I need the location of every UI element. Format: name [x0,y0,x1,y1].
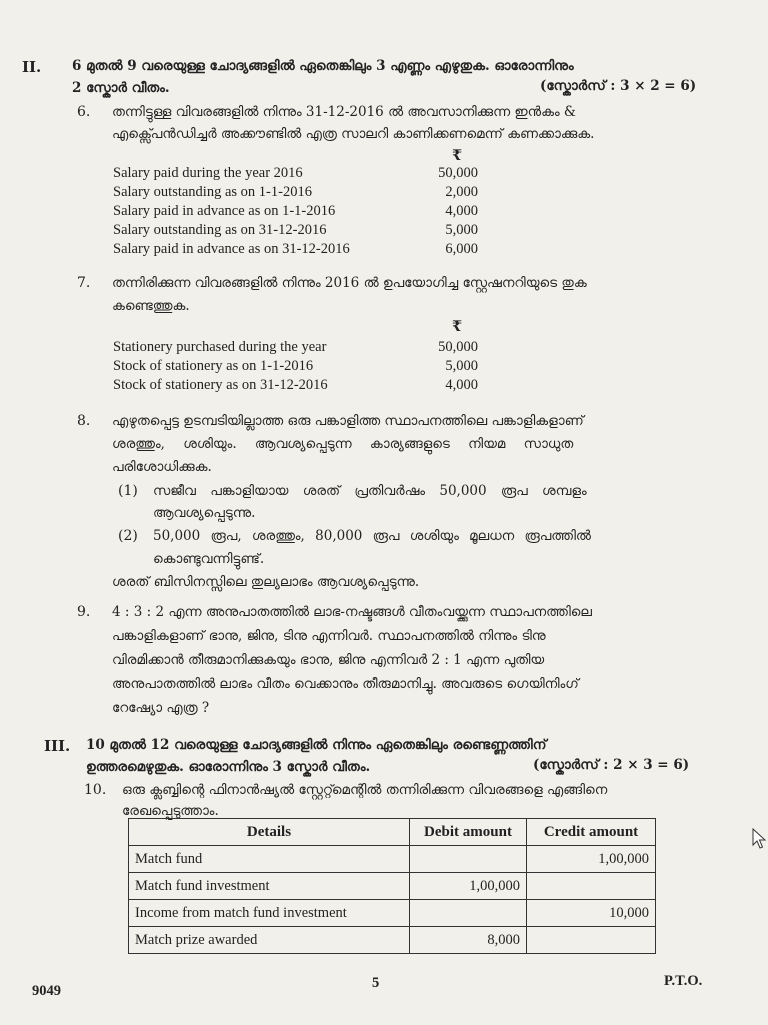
table-row [129,873,656,900]
q6-items [113,164,473,259]
table-row [129,846,656,873]
cell-details: Match prize awarded [129,927,410,954]
item-value: 5,000 [445,222,478,238]
club-financial-table [128,818,656,954]
column-header: Debit amount [410,819,527,846]
section-instruction: 6 മുതൽ 9 വരെയുള്ള ചോദ്യങ്ങളിൽ ഏതെങ്കിലും 3 എണ്ണം എഴുതുക. ഓരോന്നിനും [72,58,574,74]
paper-code: 9049 [32,983,61,999]
question-text: എഴുതപ്പെട്ട ഉടമ്പടിയില്ലാത്ത ഒരു പങ്കാളിത്ത സ്ഥാപനത്തിലെ പങ്കാളികളാണ് [112,413,584,429]
cell-debit: 1,00,000 [410,873,527,900]
cell-details: Income from match fund investment [129,900,410,927]
section-instruction-2: 2 സ്കോർ വീതം. [72,80,170,96]
cell-details: Match fund [129,846,410,873]
cell-debit: 8,000 [410,927,527,954]
sub-item-number: (2) [118,528,138,544]
cell-credit: 1,00,000 [527,846,656,873]
item-value: 5,000 [445,358,478,374]
cell-credit [527,873,656,900]
item-label: Salary paid in advance as on 31-12-2016 [113,241,350,257]
question-text: ശരത്തും, ശശിയും. ആവശ്യപ്പെടുന്ന കാര്യങ്ങളുടെ നിയമ സാധുത [112,436,574,452]
q7-items [113,338,443,395]
page-number: 5 [372,975,380,991]
item-label: Stationery purchased during the year [113,339,327,355]
question-number: 9. [77,604,91,620]
sub-item-text: സജീവ പങ്കാളിയായ ശരത് പ്രതിവർഷം 50,000 രൂപ ശമ്പളം [153,483,587,499]
question-text: തന്നിരിക്കുന്ന വിവരങ്ങളിൽ നിന്നും 2016 ൽ ഉപയോഗിച്ച സ്റ്റേഷനറിയുടെ തുക [112,275,587,291]
question-text: 4 : 3 : 2 എന്ന അനുപാതത്തിൽ ലാഭ-നഷ്ടങ്ങൾ വീതംവയ്ക്കുന്ന സ്ഥാപനത്തിലെ [112,604,592,620]
section-scores: (സ്കോർസ് : 2 × 3 = 6) [533,757,690,773]
item-label: Salary paid during the year 2016 [113,165,303,181]
question-text: പങ്കാളികളാണ് ഭാനു, ജിനു, ടിനു എന്നിവർ. സ്ഥാപനത്തിൽ നിന്നും ടിനു [112,628,546,644]
table-row [129,900,656,927]
question-text: രേഖപ്പെടുത്താം. [122,803,219,819]
sub-item-text: 50,000 രൂപ, ശരത്തും, 80,000 രൂപ ശശിയും മൂലധന രൂപത്തിൽ [153,528,591,544]
question-number: 8. [77,413,91,429]
section-instruction-2: ഉത്തരമെഴുതുക. ഓരോന്നിനും 3 സ്കോർ വീതം. [86,759,371,775]
section-number: III. [44,737,71,755]
question-text: കണ്ടെത്തുക. [112,298,190,314]
pto-label: P.T.O. [664,973,703,989]
question-number: 7. [77,275,91,291]
question-text: ശരത് ബിസിനസ്സിലെ തുല്യലാഭം ആവശ്യപ്പെടുന്നു. [112,574,420,590]
cell-credit: 10,000 [527,900,656,927]
question-text: വിരമിക്കാൻ തീരുമാനിക്കുകയും ഭാനു, ജിനു എന്നിവർ 2 : 1 എന്ന പുതിയ [112,652,545,668]
item-value: 50,000 [438,339,478,355]
table-header-row [129,819,656,846]
item-value: 4,000 [445,203,478,219]
q7-values [420,338,478,395]
question-text: അനുപാതത്തിൽ ലാഭം വീതം വെക്കാനും തീരുമാനിച്ചു. അവരുടെ ഗെയിനിംഗ് [112,676,579,692]
question-text: തന്നിട്ടുള്ള വിവരങ്ങളിൽ നിന്നും 31-12-2016 ൽ അവസാനിക്കുന്ന ഇൻകം & [112,104,576,120]
mouse-cursor-icon [752,828,768,850]
item-label: Salary outstanding as on 1-1-2016 [113,184,312,200]
item-label: Salary outstanding as on 31-12-2016 [113,222,327,238]
question-text: ഒരു ക്ലബ്ബിന്റെ ഫിനാൻഷ്യൽ സ്റ്റേറ്റ്മെന്റിൽ തന്നിരിക്കുന്ന വിവരങ്ങളെ എങ്ങിനെ [122,782,608,798]
section-number: II. [22,58,42,76]
sub-item-number: (1) [118,483,138,499]
question-number: 10. [84,782,107,798]
column-header: Details [129,819,410,846]
cell-credit [527,927,656,954]
sub-item-text: കൊണ്ടുവന്നിട്ടുണ്ട്. [153,551,265,567]
item-label: Salary paid in advance as on 1-1-2016 [113,203,336,219]
question-number: 6. [77,104,91,120]
item-label: Stock of stationery as on 1-1-2016 [113,358,314,374]
item-value: 50,000 [438,165,478,181]
question-text: എക്സ്പെൻഡിച്ചർ അക്കൗണ്ടിൽ എത്ര സാലറി കാണിക്കണമെന്ന് കണക്കാക്കുക. [112,126,595,142]
question-text: റേഷ്യോ എത്ര ? [112,700,210,716]
item-value: 4,000 [445,377,478,393]
cell-debit [410,846,527,873]
item-value: 6,000 [445,241,478,257]
q6-values [420,164,478,259]
question-text: പരിശോധിക്കുക. [112,459,212,475]
column-header: Credit amount [527,819,656,846]
item-label: Stock of stationery as on 31-12-2016 [113,377,328,393]
section-instruction: 10 മുതൽ 12 വരെയുള്ള ചോദ്യങ്ങളിൽ നിന്നും ഏതെങ്കിലും രണ്ടെണ്ണത്തിന് [86,737,547,753]
table-row [129,927,656,954]
currency-symbol: ₹ [452,148,463,164]
cell-details: Match fund investment [129,873,410,900]
sub-item-text: ആവശ്യപ്പെടുന്നു. [153,505,256,521]
cell-debit [410,900,527,927]
section-scores: (സ്കോർസ് : 3 × 2 = 6) [540,78,697,94]
currency-symbol: ₹ [452,319,463,335]
item-value: 2,000 [445,184,478,200]
